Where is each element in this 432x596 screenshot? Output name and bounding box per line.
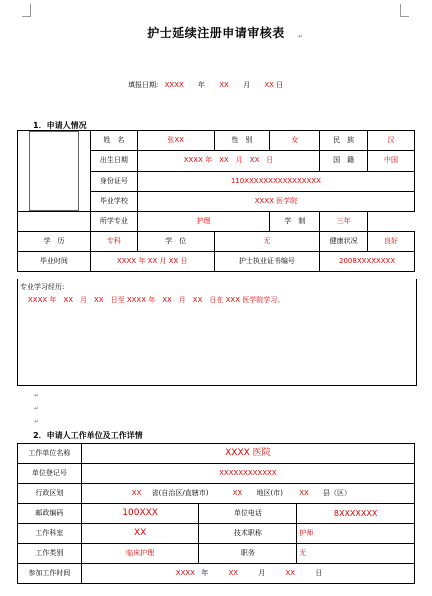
title-label: 技术职称 xyxy=(199,524,297,544)
experience-label: 专业学习经历: xyxy=(20,283,65,291)
photo-box[interactable] xyxy=(29,131,79,211)
region-value[interactable] xyxy=(81,484,414,504)
health-label: 健康状况 xyxy=(320,232,368,252)
ethnicity-label: 民 族 xyxy=(320,131,368,151)
fill-date-day-unit: 日 xyxy=(276,81,284,89)
paragraph-mark: ↵ xyxy=(34,392,40,399)
name-value[interactable]: 张XX xyxy=(137,131,214,151)
dept-label: 工作科室 xyxy=(18,524,82,544)
health-value[interactable]: 良好 xyxy=(368,232,415,252)
paragraph-mark: ↵ xyxy=(298,33,304,40)
applicant-table xyxy=(17,130,415,272)
position-label: 职务 xyxy=(199,544,297,564)
work-table xyxy=(17,443,415,584)
gender-value[interactable]: 女 xyxy=(270,131,320,151)
edu-label: 学 历 xyxy=(18,232,91,252)
experience-box[interactable] xyxy=(17,279,417,386)
degree-value[interactable]: 无 xyxy=(214,232,320,252)
dept-value[interactable]: XX xyxy=(81,524,199,544)
major-spacer xyxy=(18,212,91,232)
phone-label: 单位电话 xyxy=(199,504,297,524)
major-label: 所学专业 xyxy=(90,212,137,232)
province-value[interactable]: XX xyxy=(131,489,142,497)
city-value[interactable]: XX xyxy=(232,489,243,497)
school-value[interactable]: XXXX 医学院 xyxy=(137,191,414,211)
phone-value[interactable]: 8XXXXXXX xyxy=(297,504,415,524)
nationality-value[interactable]: 中国 xyxy=(368,151,415,171)
province-unit: 省(自治区/直辖市) xyxy=(151,489,209,497)
paragraph-mark: ↵ xyxy=(34,418,40,425)
section2-title: 2．申请人工作单位及工作详情 xyxy=(33,431,143,440)
postal-label: 邮政编码 xyxy=(18,504,82,524)
page-title: 护士延续注册申请审核表 xyxy=(147,26,285,40)
start-day[interactable]: XX xyxy=(285,569,296,577)
cert-value[interactable]: 2008XXXXXXXX xyxy=(320,252,415,272)
postal-value[interactable]: 100XXX xyxy=(81,504,199,524)
unit-label: 工作单位名称 xyxy=(18,444,82,464)
region-label: 行政区划 xyxy=(18,484,82,504)
fill-date-month-unit: 月 xyxy=(243,81,251,89)
fill-date-year-unit: 年 xyxy=(198,81,206,89)
duration-label: 学 制 xyxy=(270,212,320,232)
experience-value[interactable]: XXXX 年 XX 月 XX 日至 XXXX 年 XX 月 XX 日在 XXX 医学院学习。 xyxy=(28,296,285,304)
fill-date-day[interactable]: XX xyxy=(264,81,274,89)
category-value[interactable]: 临床护理 xyxy=(81,544,199,564)
start-year-unit: 年 xyxy=(201,569,209,577)
fill-date-year[interactable]: XXXX xyxy=(164,81,184,89)
start-day-unit: 日 xyxy=(315,569,323,577)
major-value[interactable]: 护理 xyxy=(137,212,270,232)
paragraph-mark: ↵ xyxy=(34,405,40,412)
start-value[interactable] xyxy=(81,564,414,584)
fill-date-month[interactable]: XX xyxy=(219,81,229,89)
degree-label: 学 位 xyxy=(137,232,214,252)
birth-label: 出生日期 xyxy=(90,151,137,171)
nationality-label: 国 籍 xyxy=(320,151,368,171)
reg-value[interactable]: XXXXXXXXXXXX xyxy=(81,464,414,484)
cert-label: 护士执业证书编号 xyxy=(214,252,320,272)
city-unit: 地区(市) xyxy=(256,489,283,497)
category-label: 工作类别 xyxy=(18,544,82,564)
grad-time-value[interactable]: XXXX 年 XX 月 XX 日 xyxy=(90,252,214,272)
fill-date-label: 填报日期: xyxy=(128,81,159,89)
start-month[interactable]: XX xyxy=(228,569,239,577)
county-value[interactable]: XX xyxy=(299,489,309,497)
position-value[interactable]: 无 xyxy=(297,544,415,564)
crop-mark-top-right xyxy=(400,4,409,17)
title-value[interactable]: 护师 xyxy=(297,524,415,544)
fill-date-row xyxy=(128,80,283,90)
birth-value[interactable]: XXXX 年 XX 月 XX 日 xyxy=(137,151,319,171)
grad-time-label: 毕业时间 xyxy=(18,252,91,272)
reg-label: 单位登记号 xyxy=(18,464,82,484)
id-label: 身份证号 xyxy=(90,171,137,191)
start-month-unit: 月 xyxy=(258,569,266,577)
start-year[interactable]: XXXX xyxy=(175,569,195,577)
gender-label: 性 别 xyxy=(214,131,270,151)
section1-title: 1．申请人情况 xyxy=(33,121,87,130)
duration-value[interactable]: 三年 xyxy=(320,212,368,232)
id-value[interactable]: 110XXXXXXXXXXXXXXXX xyxy=(137,171,414,191)
ethnicity-value[interactable]: 汉 xyxy=(368,131,415,151)
unit-value[interactable]: XXXX 医院 xyxy=(81,444,414,464)
edu-value[interactable]: 专科 xyxy=(90,232,137,252)
start-label: 参加工作时间 xyxy=(18,564,82,584)
name-label: 姓 名 xyxy=(90,131,137,151)
crop-mark-top-left xyxy=(22,4,31,17)
photo-cell xyxy=(18,131,91,212)
school-label: 毕业学校 xyxy=(90,191,137,211)
county-unit: 县（区） xyxy=(323,489,352,497)
